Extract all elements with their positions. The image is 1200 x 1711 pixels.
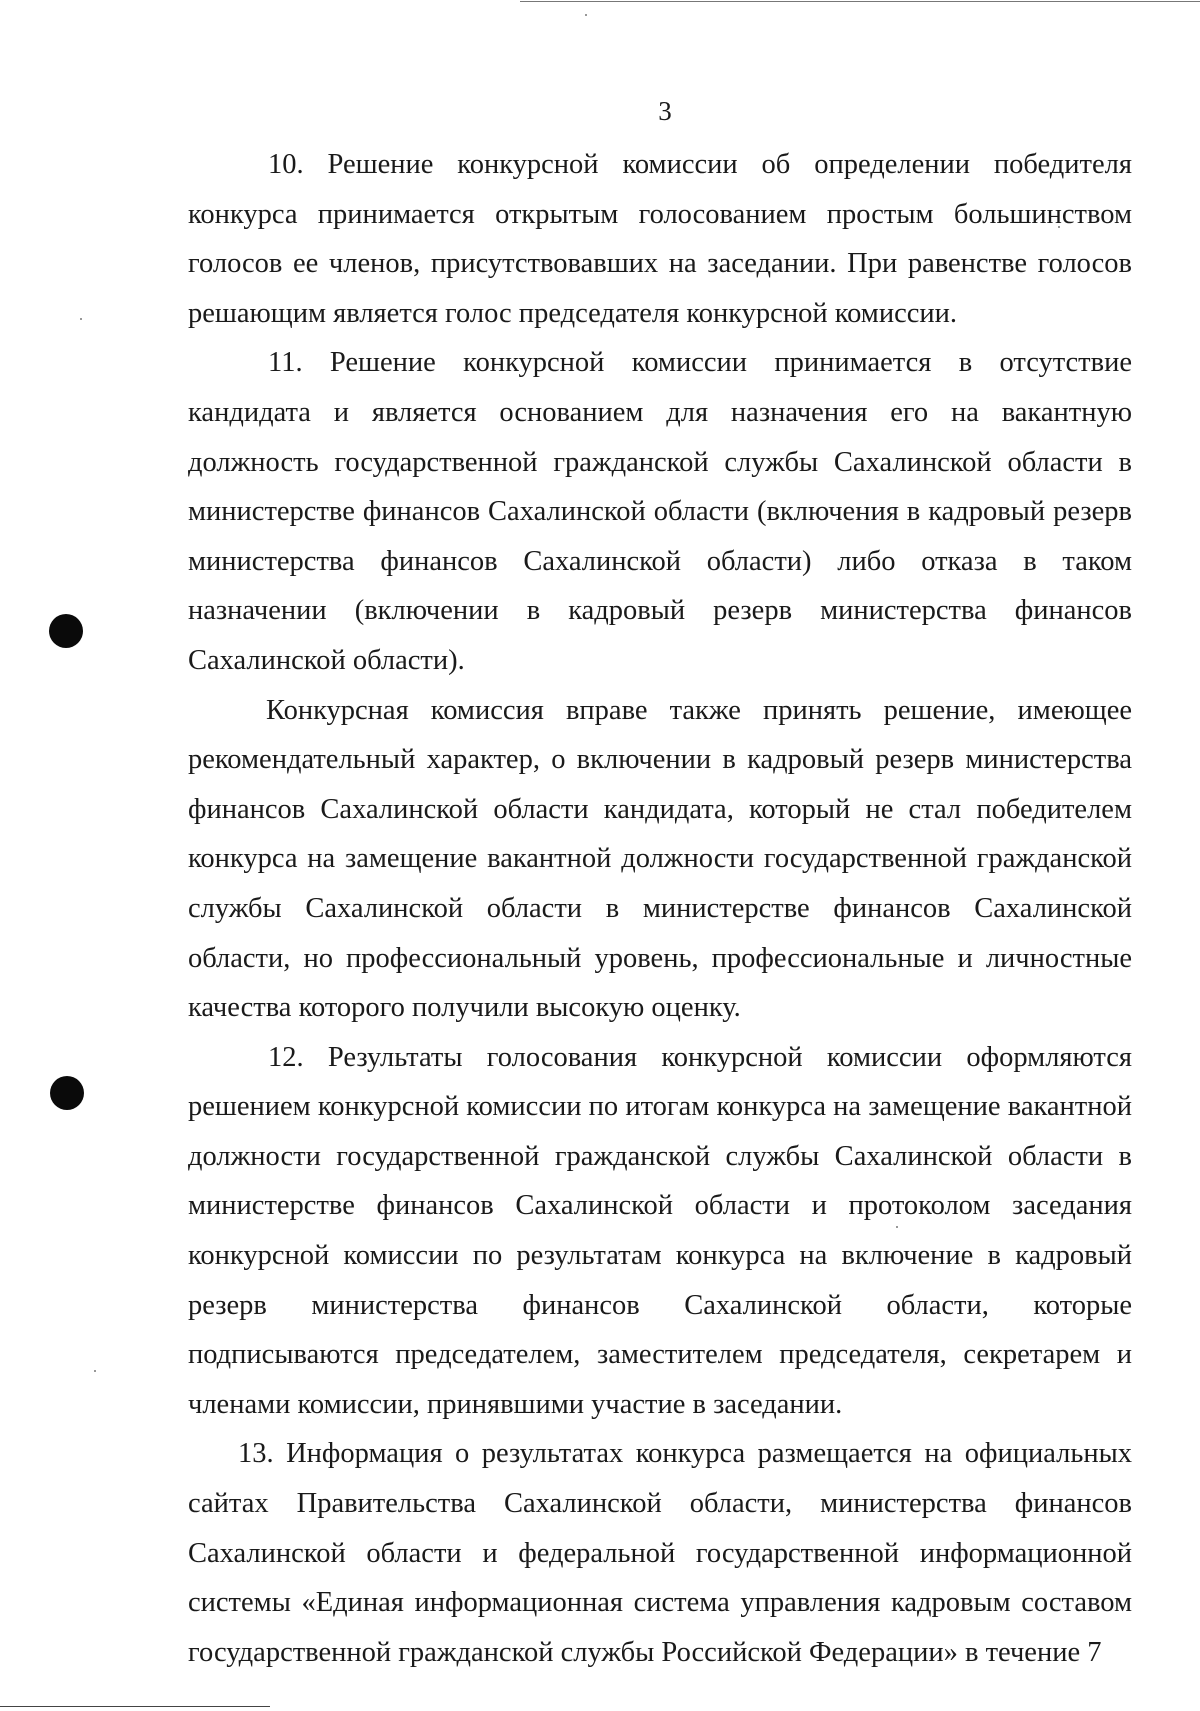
scan-edge-top — [520, 1, 1200, 2]
document-body — [188, 140, 1132, 1677]
paragraph-11: 11. Решение конкурсной комиссии принимается в отсутствие кандидата и является основанием для назначения его на вакантную должность государственной гражданской службы Сахалинской области в министерстве финансов Сахалинской области (включения в кадровый резерв министерства финансов Сахалинской области) либо отказа в таком назначении (включении в кадровый резерв министерства финансов Сахалинской области). — [188, 347, 1132, 676]
paragraph-10: 10. Решение конкурсной комиссии об определении победителя конкурса принимается открытым голосованием простым большинством голосов ее членов, присутствовавших на заседании. При равенстве голосов решающим является голос председателя конкурсной комиссии. — [188, 149, 1132, 329]
paragraph-13: 13. Информация о результатах конкурса размещается на официальных сайтах Правительства Сахалинской области, министерства финансов Сахалинской области и федеральной государственной информационной системы «Единая информационная система управления кадровым составом государственной гражданской службы Российской Федерации» в течение 7 — [188, 1438, 1132, 1668]
punch-hole-mark — [50, 1076, 84, 1110]
paragraph-11-continuation: Конкурсная комиссия вправе также принять решение, имеющее рекомендательный характер, о включении в кадровый резерв министерства финансов Сахалинской области кандидата, который не стал победителем конкурса на замещение вакантной должности государственной гражданской службы Сахалинской области в министерстве финансов Сахалинской области, но профессиональный уровень, профессиональные и личностные качества которого получили высокую оценку. — [188, 694, 1132, 1024]
scan-speck — [585, 14, 587, 16]
punch-hole-mark — [49, 614, 83, 648]
page-number: 3 — [658, 96, 672, 126]
scan-speck — [80, 318, 82, 320]
paragraph-12: 12. Результаты голосования конкурсной комиссии оформляются решением конкурсной комиссии по итогам конкурса на замещение вакантной должности государственной гражданской службы Сахалинской области в министерстве финансов Сахалинской области и протоколом заседания конкурсной комиссии по результатам конкурса на включение в кадровый резерв министерства финансов Сахалинской области, которые подписываются председателем, заместителем председателя, секретарем и членами комиссии, принявшими участие в заседании. — [188, 1041, 1132, 1420]
scan-speck — [94, 1370, 96, 1372]
scan-edge-bottom — [0, 1706, 270, 1707]
